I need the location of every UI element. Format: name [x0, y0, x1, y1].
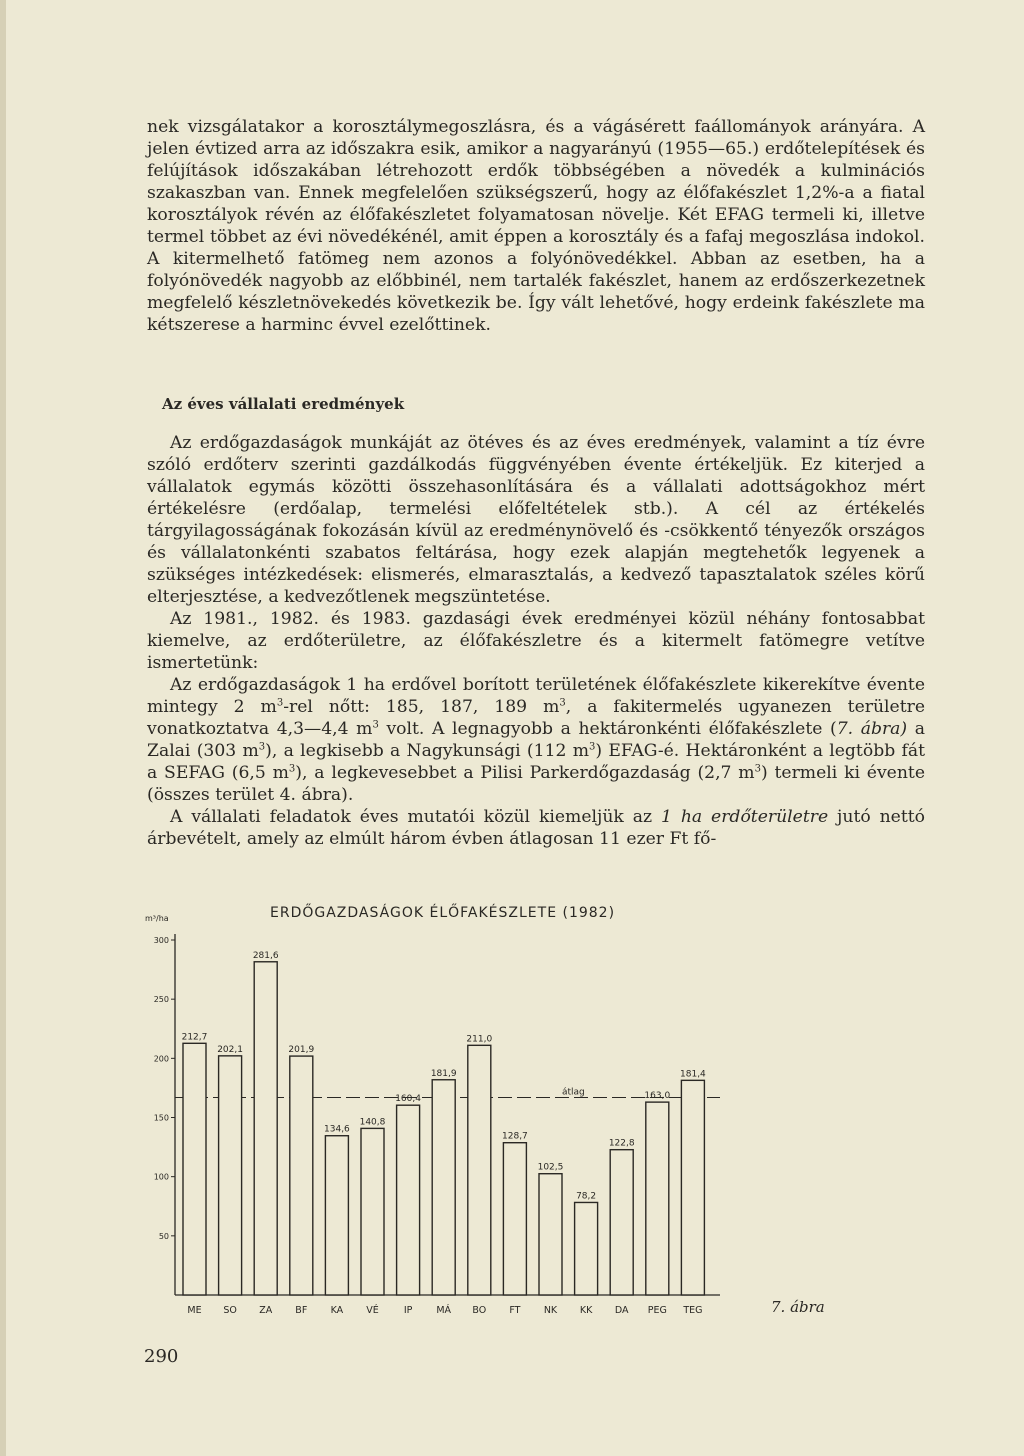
x-category-label: KK [579, 1305, 593, 1316]
x-category-label: TEG [683, 1305, 703, 1316]
x-category-label: ME [187, 1305, 202, 1316]
x-category-label: VÉ [366, 1305, 379, 1316]
bar-value-label: 160,4 [395, 1094, 421, 1105]
x-category-label: BO [472, 1305, 487, 1316]
paragraph-growth: Az erdőgazdaságok 1 ha erdővel borított területének élőfakészlete kikerekítve évente mintegy 2 $m^3$-rel nőtt: 185, 187, 189 $m^3$, a fakitermelés ugyanezen területre vonatkoztatva 4,3—4,4 $m^3$ volt. A legnagyobb a hektáronkénti élőfakészlete (7. ábra) a Zalai (303 $m^3$), a legkisebb a Nagykunsági (112 $m^3$) EFAG-é. Hektáronként a legtöbb fát a SEFAG (6,5 $m^3$), a legkevesebbet a Pilisi Parkerdőgazdaság (2,7 $m^3$) termeli ki évente (összes terület 4. ábra). [147, 675, 925, 805]
section-heading: Az éves vállalati eredmények [162, 395, 405, 413]
bar [468, 1045, 491, 1295]
paragraph: Az 1981., 1982. és 1983. gazdasági évek eredményei közül néhány fontosabbat kiemelve, az erdőterületre, az élőfakészletre és a kitermelt fatömegre vetítve ismertetünk: [147, 609, 925, 673]
bar-value-label: 128,7 [502, 1131, 528, 1142]
bar [646, 1102, 669, 1295]
bar [575, 1202, 598, 1295]
bar-value-label: 181,9 [430, 1068, 457, 1079]
y-tick-label: 150 [153, 1113, 169, 1123]
bar [503, 1143, 526, 1295]
x-category-label: KA [330, 1305, 344, 1316]
y-tick-label: 100 [153, 1172, 169, 1182]
bar [432, 1080, 455, 1295]
x-category-label: IP [403, 1305, 413, 1316]
x-category-label: MÁ [436, 1305, 452, 1316]
bar [325, 1136, 348, 1295]
chart-title: ERDŐGAZDASÁGOK ÉLŐFAKÉSZLETE (1982) [270, 905, 616, 921]
bar-value-label: 281,6 [252, 950, 279, 961]
bar-value-label: 134,6 [324, 1124, 350, 1135]
bar-value-label: 102,5 [537, 1162, 564, 1173]
y-tick-label: 250 [153, 995, 169, 1005]
body-text-section [147, 432, 925, 850]
x-category-label: DA [614, 1305, 629, 1316]
paragraph-revenue: A vállalati feladatok éves mutatói közül kiemeljük az 1 ha erdőterületre jutó nettó árbevételt, amely az elmúlt három évben átlagosan 11 ezer Ft fő- [147, 807, 926, 849]
page-edge [0, 0, 6, 1456]
average-label: átlag [562, 1087, 585, 1098]
y-tick-label: 50 [158, 1231, 169, 1241]
bar-value-label: 181,4 [680, 1069, 706, 1080]
bar-value-label: 201,9 [288, 1045, 315, 1056]
x-category-label: BF [295, 1305, 308, 1316]
bar-chart [140, 895, 740, 1320]
bar [397, 1105, 420, 1295]
y-tick-label: 200 [153, 1054, 169, 1064]
bar [610, 1150, 633, 1295]
bar-value-label: 163,0 [644, 1091, 671, 1102]
bar-value-label: 122,8 [608, 1138, 635, 1149]
bar [681, 1080, 704, 1295]
figure-caption: 7. ábra [771, 1298, 825, 1316]
bar [219, 1056, 242, 1295]
bar [361, 1128, 384, 1295]
bar-value-label: 202,1 [217, 1044, 243, 1055]
bar [539, 1174, 562, 1295]
body-text-top [147, 116, 925, 336]
x-category-label: ZA [259, 1305, 273, 1316]
bar [183, 1043, 206, 1295]
y-tick-label: 300 [153, 936, 169, 945]
bar [254, 962, 277, 1295]
bar-value-label: 211,0 [466, 1034, 493, 1045]
x-category-label: PEG [647, 1305, 667, 1316]
bar-value-label: 78,2 [576, 1191, 597, 1202]
x-category-label: NK [543, 1305, 558, 1316]
x-category-label: FT [509, 1305, 521, 1316]
paragraph: Az erdőgazdaságok munkáját az ötéves és az éves eredmények, valamint a tíz évre szóló erdőterv szerinti gazdálkodás függvényében évente értékeljük. Ez kiterjed a vállalatok egymás közötti összehasonlítására és a vállalati adottságokhoz mért értékelésre (erdőalap, termelési előfeltételek stb.). A cél az értékelés tárgyilagosságának fokozásán kívül az eredménynövelő és -csökkentő tényezők országos és vállalatonkénti szabatos feltárása, hogy ezek alapján megtehetők legyenek a szükséges intézkedések: elismerés, elmarasztalás, a kedvező tapasztalatok széles körű elterjesztése, a kedvezőtlenek megszüntetése. [147, 433, 925, 607]
bar-value-label: 212,7 [181, 1032, 208, 1043]
bar [290, 1056, 313, 1295]
page-number: 290 [144, 1346, 179, 1367]
x-category-label: SO [223, 1305, 237, 1316]
paragraph: nek vizsgálatakor a korosztálymegoszlásra, és a vágásérett faállományok arányára. A jelen évtized arra az időszakra esik, amikor a nagyarányú (1955—65.) erdőtelepítések és felújítások időszakában létrehozott erdők többségében a növedék a kulminációs szakaszban van. Ennek megfelelően szükségszerű, hogy az élőfakészlet 1,2%-a a fiatal korosztályok révén az élőfakészletet folyamatosan növelje. Két EFAG termeli ki, illetve termel többet az évi növedékénél, amit éppen a korosztály és a fafaj megoszlása indokol. A kitermelhető fatömeg nem azonos a folyónövedékkel. Abban az esetben, ha a folyónövedék nagyobb az előbbinél, nem tartalék fakészlet, hanem az erdőszerkezetnek megfelelő készletnövekedés következik be. Így vált lehetővé, hogy erdeink fakészlete ma kétszerese a harminc évvel ezelőttinek. [147, 117, 925, 335]
bar-value-label: 140,8 [359, 1117, 386, 1128]
y-axis-label: m³/ha [145, 914, 169, 923]
